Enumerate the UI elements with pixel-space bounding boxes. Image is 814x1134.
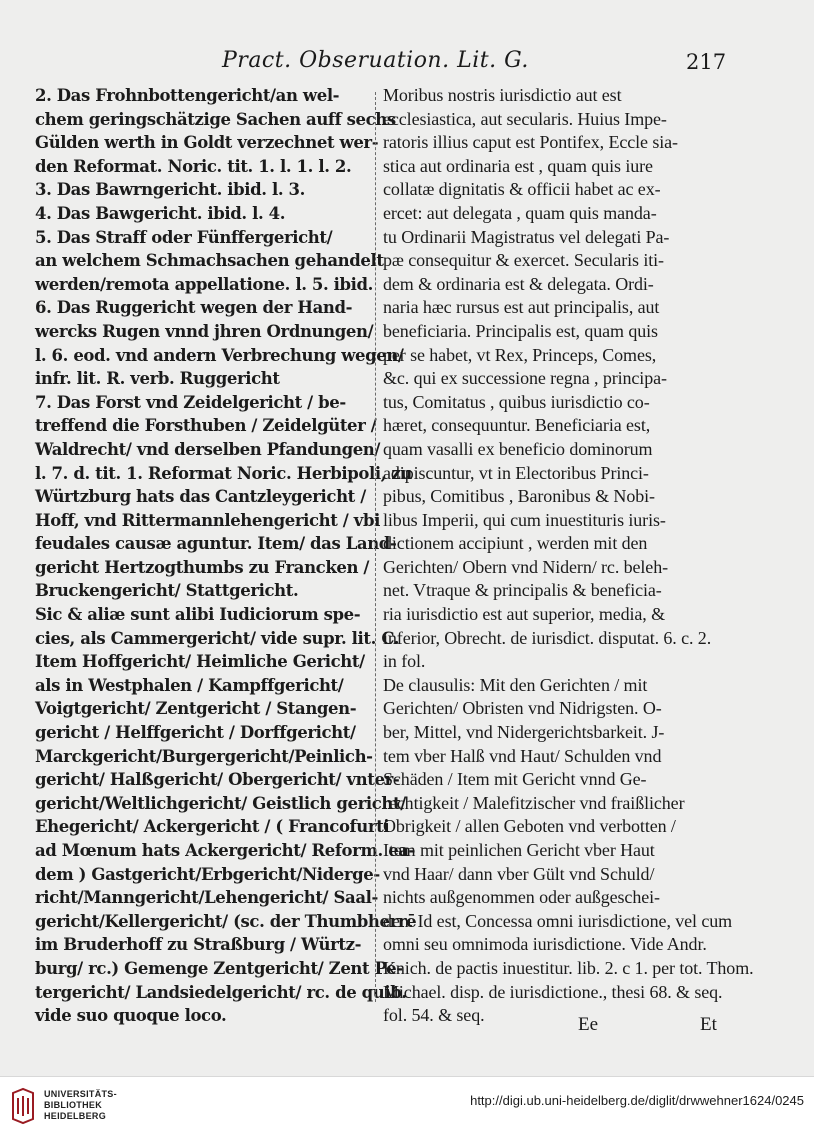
text-line: in fol. [383,651,426,672]
text-line: pibus, Comitibus , Baronibus & Nobi- [383,486,655,507]
text-line: Item mit peinlichen Gericht vber Haut [383,840,655,860]
text-line: l. 6. eod. vnd andern Verbrechung wegen/ [35,345,404,365]
text-line: 7. Das Forst vnd Zeidelgericht / be- [35,392,346,412]
text-line: ecclesiastica, aut secularis. Huius Impe- [383,108,667,129]
text-line: tus, Comitatus , quibus iurisdictio co- [383,391,650,412]
text-line: den Reformat. Noric. tit. 1. l. 1. l. 2. [35,156,352,176]
text-line: l. 7. d. tit. 1. Reformat Noric. Herbipoli, zu [35,463,412,483]
text-line: Voigtgericht/ Zentgericht / Stangen- [35,699,357,719]
signature-mark: Ee [578,1014,599,1035]
text-line: 3. Das Bawrngericht. ibid. l. 3. [35,180,305,200]
text-line: vide suo quoque loco. [35,1006,227,1026]
text-line: wercks Rugen vnnd jhren Ordnungen/ [35,321,374,341]
text-line: beneficiaria. Principalis est, quam quis [383,320,658,341]
text-line: De clausulis: Mit den Gerichten / mit [383,674,648,695]
text-line: dictionem accipiunt , werden mit den [383,533,648,554]
text-line: hæret, consequuntur. Beneficiaria est, [383,415,651,436]
library-name-line: HEIDELBERG [44,1111,107,1121]
text-line: quam vasalli ex beneficio dominorum [383,438,653,459]
text-line: 4. Das Bawgericht. ibid. l. 4. [35,203,286,223]
text-line: net. Vtraque & principalis & beneficia- [383,580,662,601]
text-line: Marckgericht/Burgergericht/Peinlich- [35,746,373,766]
text-line: ratoris illius caput est Pontifex, Eccle sia- [383,132,678,153]
text-line: pæ consequitur & exercet. Secularis iti- [383,250,664,271]
text-line: tem vber Halß vnd Haut/ Schulden vnd [383,745,662,766]
right-text-column [383,84,754,1028]
text-line: als in Westphalen / Kampffgericht/ [35,675,344,695]
university-library-logo-icon [10,1089,36,1123]
text-line: ber, Mittel, vnd Nidergerichtsbarkeit. J- [383,722,665,743]
viewer-footer-bar [0,1076,814,1134]
text-line: naria hæc rursus est aut principalis, aut [383,297,660,318]
text-line: Gerichten/ Obern vnd Nidern/ rc. beleh- [383,556,668,577]
text-line: tu Ordinarii Magistratus vel delegati Pa- [383,226,670,247]
running-header [0,48,814,80]
text-line: nichts außgenommen oder außgeschei- [383,887,660,908]
text-line: fol. 54. & seq. [383,1005,485,1026]
text-line: ad Mœnum hats Ackergericht/ Reform. ea- [35,841,416,860]
page-footer [0,1014,814,1044]
text-line: Hoff, vnd Rittermannlehengericht / vbi [35,510,380,530]
library-name-line: UNIVERSITÄTS- [44,1089,117,1099]
column-divider [375,92,376,1002]
text-line: Gerichten/ Obristen vnd Nidrigsten. O- [383,698,662,719]
text-line: stica aut ordinaria est , quam quis iure [383,155,653,176]
text-line: 2. Das Frohnbottengericht/an wel- [35,86,340,105]
library-name [44,1089,117,1122]
text-line: gericht/Kellergericht/ (sc. der Thumbherrē [35,911,417,931]
text-line: gericht/ Halßgericht/ Obergericht/ vnter- [35,770,400,790]
text-line: inferior, Obrecht. de iurisdict. disputat. 6. c. 2. [383,627,712,648]
text-line: richt/Manngericht/Lehengericht/ Saal- [35,888,378,908]
text-line: dem ) Gastgericht/Erbgericht/Niderge- [35,864,380,884]
running-title: Pract. Obseruation. Lit. G. [222,48,529,73]
permalink-url[interactable]: http://digi.ub.uni-heidelberg.de/diglit/drwwehner1624/0245 [470,1093,804,1108]
text-line: ercet: aut delegata , quam quis manda- [383,202,657,223]
text-line: Knich. de pactis inuestitur. lib. 2. c 1. per tot. Thom. [383,957,754,978]
text-line: chem geringschätzige Sachen auff sechs [35,109,396,129]
text-line: infr. lit. R. verb. Ruggericht [35,369,280,389]
text-line: Würtzburg hats das Cantzleygericht / [35,487,366,507]
text-line: Item Hoffgericht/ Heimliche Gericht/ [35,652,365,672]
text-line: dem & ordinaria est & delegata. Ordi- [383,273,654,294]
text-line: Schäden / Item mit Gericht vnnd Ge- [383,769,647,790]
text-line: ria iurisdictio est aut superior, media, & [383,604,666,625]
text-line: treffend die Forsthuben / Zeidelgüter / [35,416,377,436]
text-line: adipiscuntur, vt in Electoribus Princi- [383,462,649,483]
page-number: 217 [686,50,727,74]
text-line: omni seu omnimoda iurisdictione. Vide Andr. [383,934,707,955]
text-line: gericht / Helffgericht / Dorffgericht/ [35,723,356,743]
catchword: Et [700,1014,717,1035]
text-line: burg/ rc.) Gemenge Zentgericht/ Zent Pe- [35,958,403,978]
text-line: 5. Das Straff oder Fünffergericht/ [35,227,333,247]
text-line: rechtigkeit / Malefitzischer vnd fraißlicher [383,792,685,813]
text-line: 6. Das Ruggericht wegen der Hand- [35,298,353,318]
text-line: per se habet, vt Rex, Princeps, Comes, [383,344,657,365]
library-name-line: BIBLIOTHEK [44,1100,102,1110]
text-line: tergericht/ Landsiedelgericht/ rc. de quib. [35,982,407,1002]
text-line: Gülden werth in Goldt verzechnet wer- [35,133,379,153]
text-line: vnd Haar/ dann vber Gült vnd Schuld/ [383,863,655,884]
text-line: werden/remota appellatione. l. 5. ibid. [35,274,374,294]
text-line: Michael. disp. de iurisdictione., thesi 68. & seq. [383,981,723,1002]
text-line: cies, als Cammergericht/ vide supr. lit. C. [35,628,400,648]
text-line: an welchem Schmachsachen gehandelt [35,251,384,271]
text-line: Obrigkeit / allen Geboten vnd verbotten / [383,816,676,837]
text-line: Waldrecht/ vnd derselben Pfandungen/ [35,439,381,459]
text-line: Bruckengericht/ Stattgericht. [35,581,299,601]
text-line: gericht/Weltlichgericht/ Geistlich gericht/ [35,793,406,813]
text-line: &c. qui ex successione regna , principa- [383,368,667,389]
text-line: libus Imperii, qui cum inuestituris iuris- [383,509,666,530]
text-line: den. Id est, Concessa omni iurisdictione, vel cum [383,910,733,931]
text-line: im Bruderhoff zu Straßburg / Würtz- [35,935,362,955]
text-line: Ehegericht/ Ackergericht / ( Francofurti [35,817,390,837]
text-line: feudales causæ aguntur. Item/ das Land- [35,534,397,554]
text-line: gericht Hertzogthumbs zu Francken / [35,557,370,577]
text-line: collatæ dignitatis & officii habet ac ex- [383,179,661,200]
text-line: Sic & aliæ sunt alibi Iudiciorum spe- [35,605,361,625]
text-line: Moribus nostris iurisdictio aut est [383,85,622,105]
